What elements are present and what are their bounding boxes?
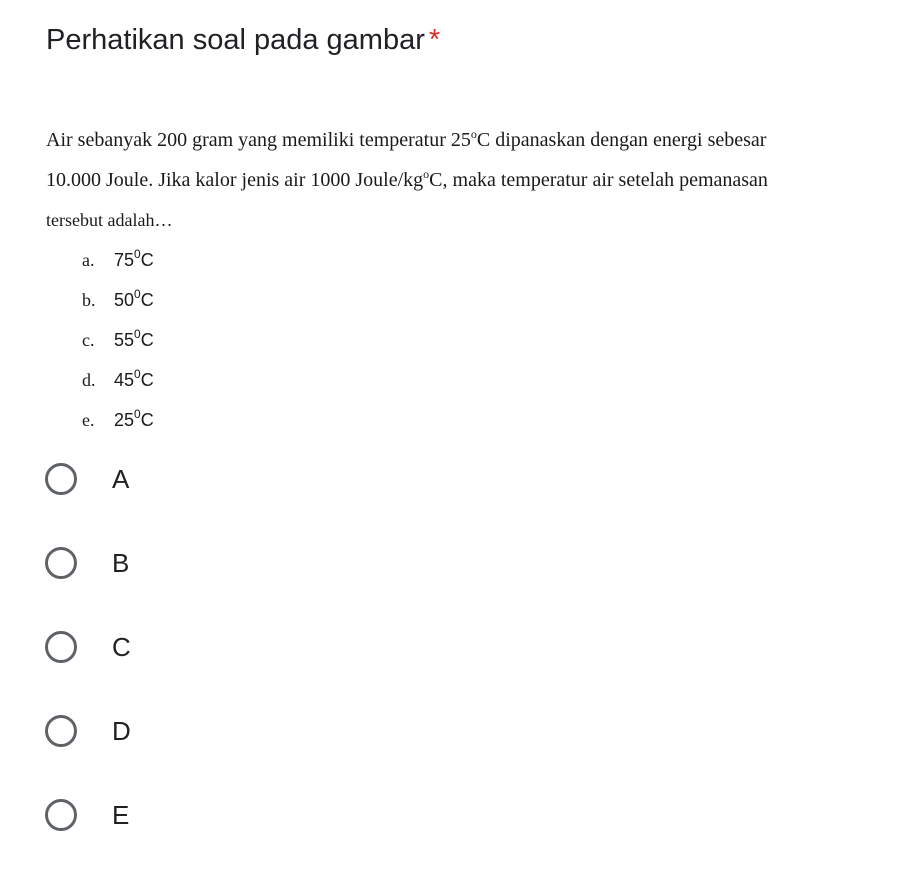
required-star: *	[428, 24, 441, 56]
question-text-line-3: tersebut adalah…	[46, 210, 173, 230]
line-2-text-end: C, maka temperatur air setelah pemanasan	[429, 169, 768, 191]
choice-c	[82, 325, 154, 355]
degree-symbol: o	[423, 167, 430, 181]
choice-d	[82, 365, 154, 395]
option-e[interactable]	[45, 793, 129, 837]
question-title	[46, 20, 440, 60]
option-label: D	[112, 715, 131, 746]
option-a[interactable]	[45, 457, 129, 501]
line-1-text-end: C dipanaskan dengan energi sebesar	[476, 129, 767, 151]
choice-value: $45^0C$	[114, 367, 154, 390]
line-1-text: Air sebanyak 200 gram yang memiliki temperatur 25	[46, 129, 471, 151]
option-d[interactable]	[45, 709, 131, 753]
radio-button[interactable]	[45, 715, 77, 747]
choice-letter: b.	[82, 290, 96, 310]
option-label: B	[112, 547, 130, 578]
question-image	[0, 112, 913, 437]
question-title-text: Perhatikan soal pada gambar	[46, 24, 425, 56]
choice-a	[82, 245, 154, 275]
radio-button[interactable]	[45, 547, 77, 579]
choice-letter: a.	[82, 250, 95, 270]
question-text-line-1	[46, 122, 766, 158]
choice-b	[82, 285, 154, 315]
question-text-line-2	[46, 162, 768, 198]
choice-value: $25^0C$	[114, 407, 154, 430]
option-label: E	[112, 799, 130, 830]
degree-symbol: o	[470, 127, 477, 141]
choice-e	[82, 405, 154, 435]
option-c[interactable]	[45, 625, 131, 669]
radio-button[interactable]	[45, 463, 77, 495]
line-2-text: 10.000 Joule. Jika kalor jenis air 1000 Joule/kg	[46, 169, 424, 191]
radio-button[interactable]	[45, 799, 77, 831]
choice-value: $50^0C$	[114, 287, 154, 310]
choice-value: $75^0C$	[114, 247, 154, 270]
option-b[interactable]	[45, 541, 129, 585]
choice-value: $55^0C$	[114, 327, 154, 350]
choice-letter: e.	[82, 410, 95, 430]
radio-button[interactable]	[45, 631, 77, 663]
choice-letter: d.	[82, 370, 96, 390]
choice-letter: c.	[82, 330, 95, 350]
option-label: C	[112, 631, 131, 662]
option-label: A	[112, 463, 130, 494]
